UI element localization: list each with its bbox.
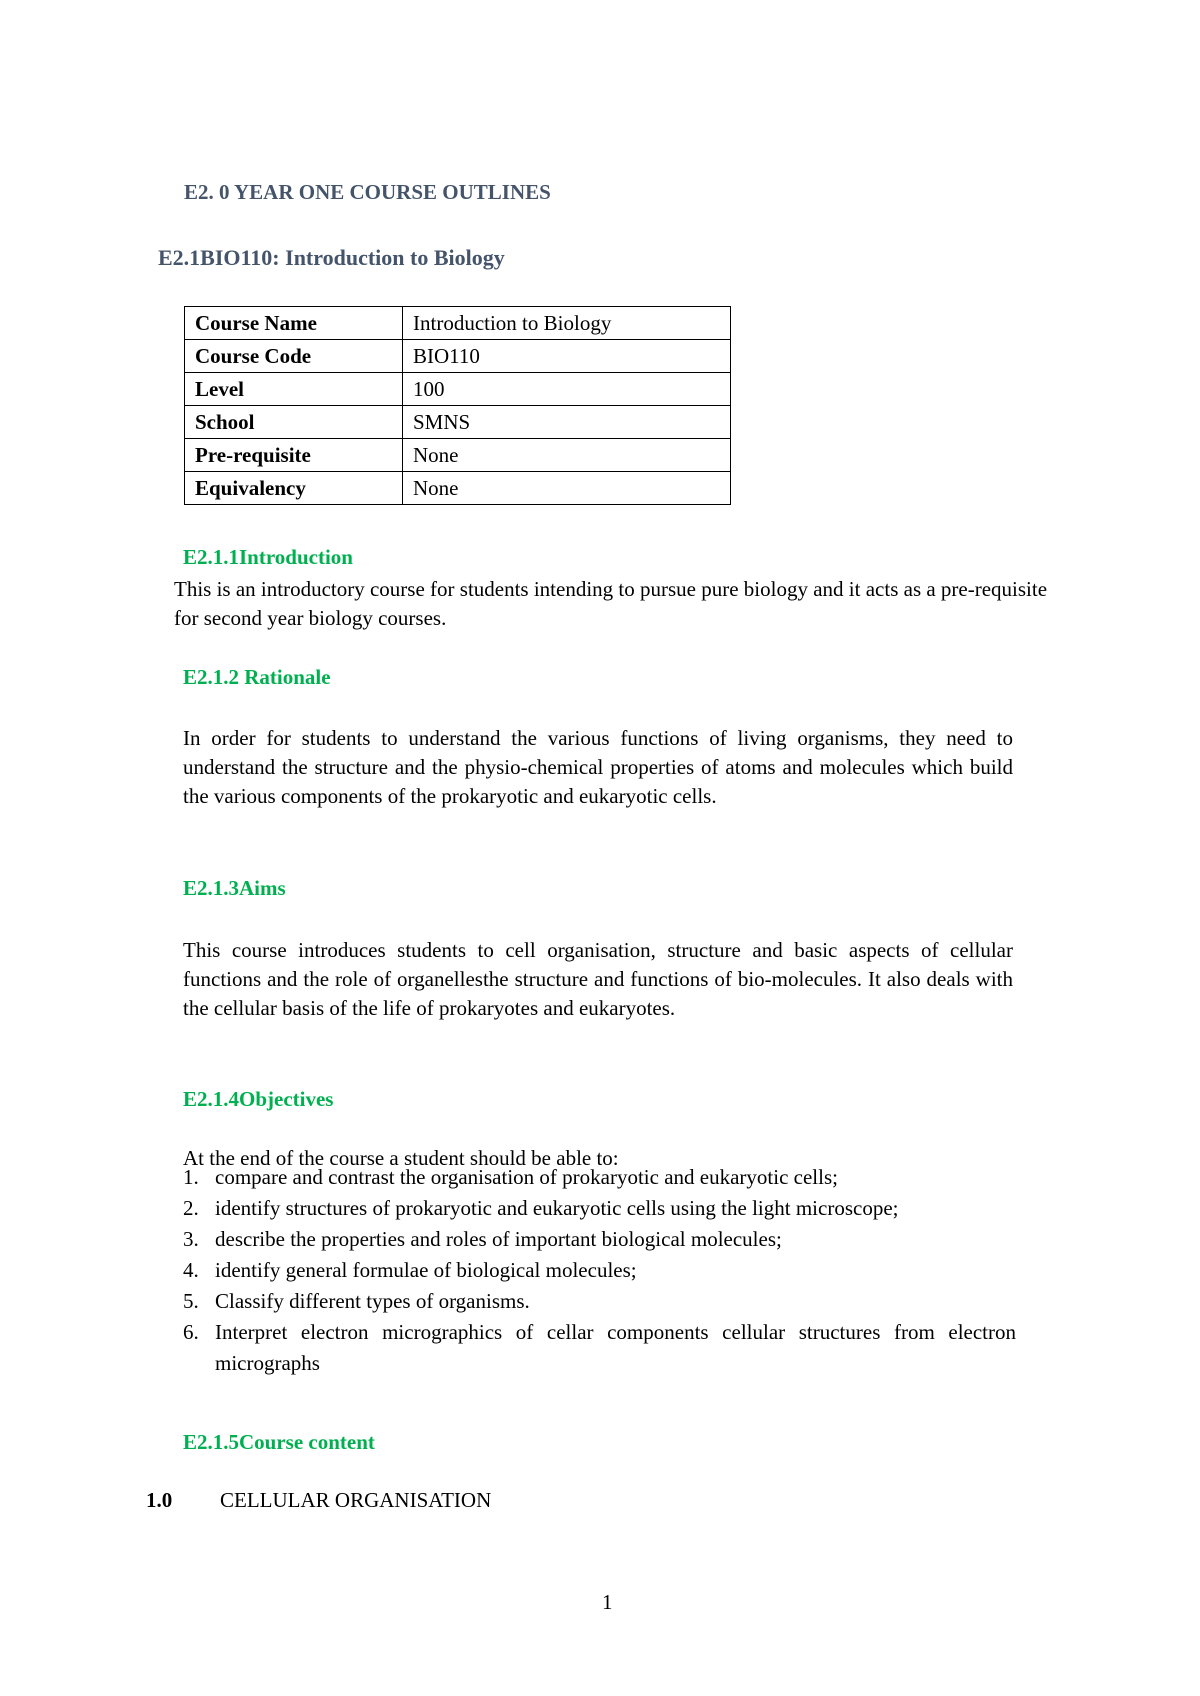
list-item-number: 3. xyxy=(183,1227,199,1251)
aims-text: This course introduces students to cell organisation, structure and basic aspects of cellular functions and the role of organellesthe structure and functions of bio-molecules. It also deals with the cellular basis of the life of prokaryotes and eukaryotes. xyxy=(183,938,1013,1020)
list-item-number: 4. xyxy=(183,1258,199,1282)
list-item-text: Interpret electron micrographics of cellar components cellular structures from electron micrographs xyxy=(215,1320,1053,1375)
list-item xyxy=(183,1193,1016,1224)
table-row xyxy=(185,373,731,406)
document-title: E2. 0 YEAR ONE COURSE OUTLINES xyxy=(184,180,551,204)
table-value: None xyxy=(403,439,731,472)
table-value: 100 xyxy=(403,373,731,406)
table-key: Course Code xyxy=(185,340,403,373)
table-value: None xyxy=(403,472,731,505)
table-row xyxy=(185,406,731,439)
list-item-text: identify structures of prokaryotic and eukaryotic cells using the light microscope; xyxy=(215,1196,899,1220)
course-content-heading: E2.1.5Course content xyxy=(183,1430,375,1454)
objectives-intro: At the end of the course a student should be able to: xyxy=(183,1146,619,1170)
table-value: SMNS xyxy=(403,406,731,439)
list-item-number: 6. xyxy=(183,1320,199,1344)
table-key: Level xyxy=(185,373,403,406)
list-item-number: 1. xyxy=(183,1165,199,1189)
table-value: BIO110 xyxy=(403,340,731,373)
list-item-text: compare and contrast the organisation of prokaryotic and eukaryotic cells; xyxy=(215,1165,838,1189)
objectives-list xyxy=(183,1162,1053,1379)
list-item-number: 5. xyxy=(183,1289,199,1313)
table-key: School xyxy=(185,406,403,439)
table-value: Introduction to Biology xyxy=(403,307,731,340)
list-item xyxy=(183,1255,1016,1286)
list-item-text: identify general formulae of biological molecules; xyxy=(215,1258,637,1282)
table-key: Pre-requisite xyxy=(185,439,403,472)
rationale-heading: E2.1.2 Rationale xyxy=(183,665,331,689)
list-item-text: Classify different types of organisms. xyxy=(215,1289,530,1313)
page-number: 1 xyxy=(602,1590,613,1614)
table-row xyxy=(185,439,731,472)
introduction-text: This is an introductory course for students intending to pursue pure biology and it acts as a pre-requisite for second year biology courses. xyxy=(174,577,1048,630)
table-key: Course Name xyxy=(185,307,403,340)
rationale-text: In order for students to understand the various functions of living organisms, they need to understand the structure and the physio-chemical properties of atoms and molecules which build the various components of the prokaryotic and eukaryotic cells. xyxy=(183,726,1013,808)
table-key: Equivalency xyxy=(185,472,403,505)
section-title: CELLULAR ORGANISATION xyxy=(220,1488,492,1512)
objectives-heading: E2.1.4Objectives xyxy=(183,1087,334,1111)
list-item-text: describe the properties and roles of important biological molecules; xyxy=(215,1227,782,1251)
table-row xyxy=(185,307,731,340)
course-info-table xyxy=(184,306,731,505)
course-heading: E2.1BIO110: Introduction to Biology xyxy=(158,245,505,270)
section-number: 1.0 xyxy=(146,1488,173,1512)
table-row xyxy=(185,472,731,505)
list-item-number: 2. xyxy=(183,1196,199,1220)
aims-heading: E2.1.3Aims xyxy=(183,876,286,900)
list-item xyxy=(183,1162,1016,1193)
list-item xyxy=(183,1317,1053,1379)
list-item xyxy=(183,1286,1016,1317)
introduction-heading: E2.1.1Introduction xyxy=(183,545,353,569)
list-item xyxy=(183,1224,1016,1255)
table-row xyxy=(185,340,731,373)
